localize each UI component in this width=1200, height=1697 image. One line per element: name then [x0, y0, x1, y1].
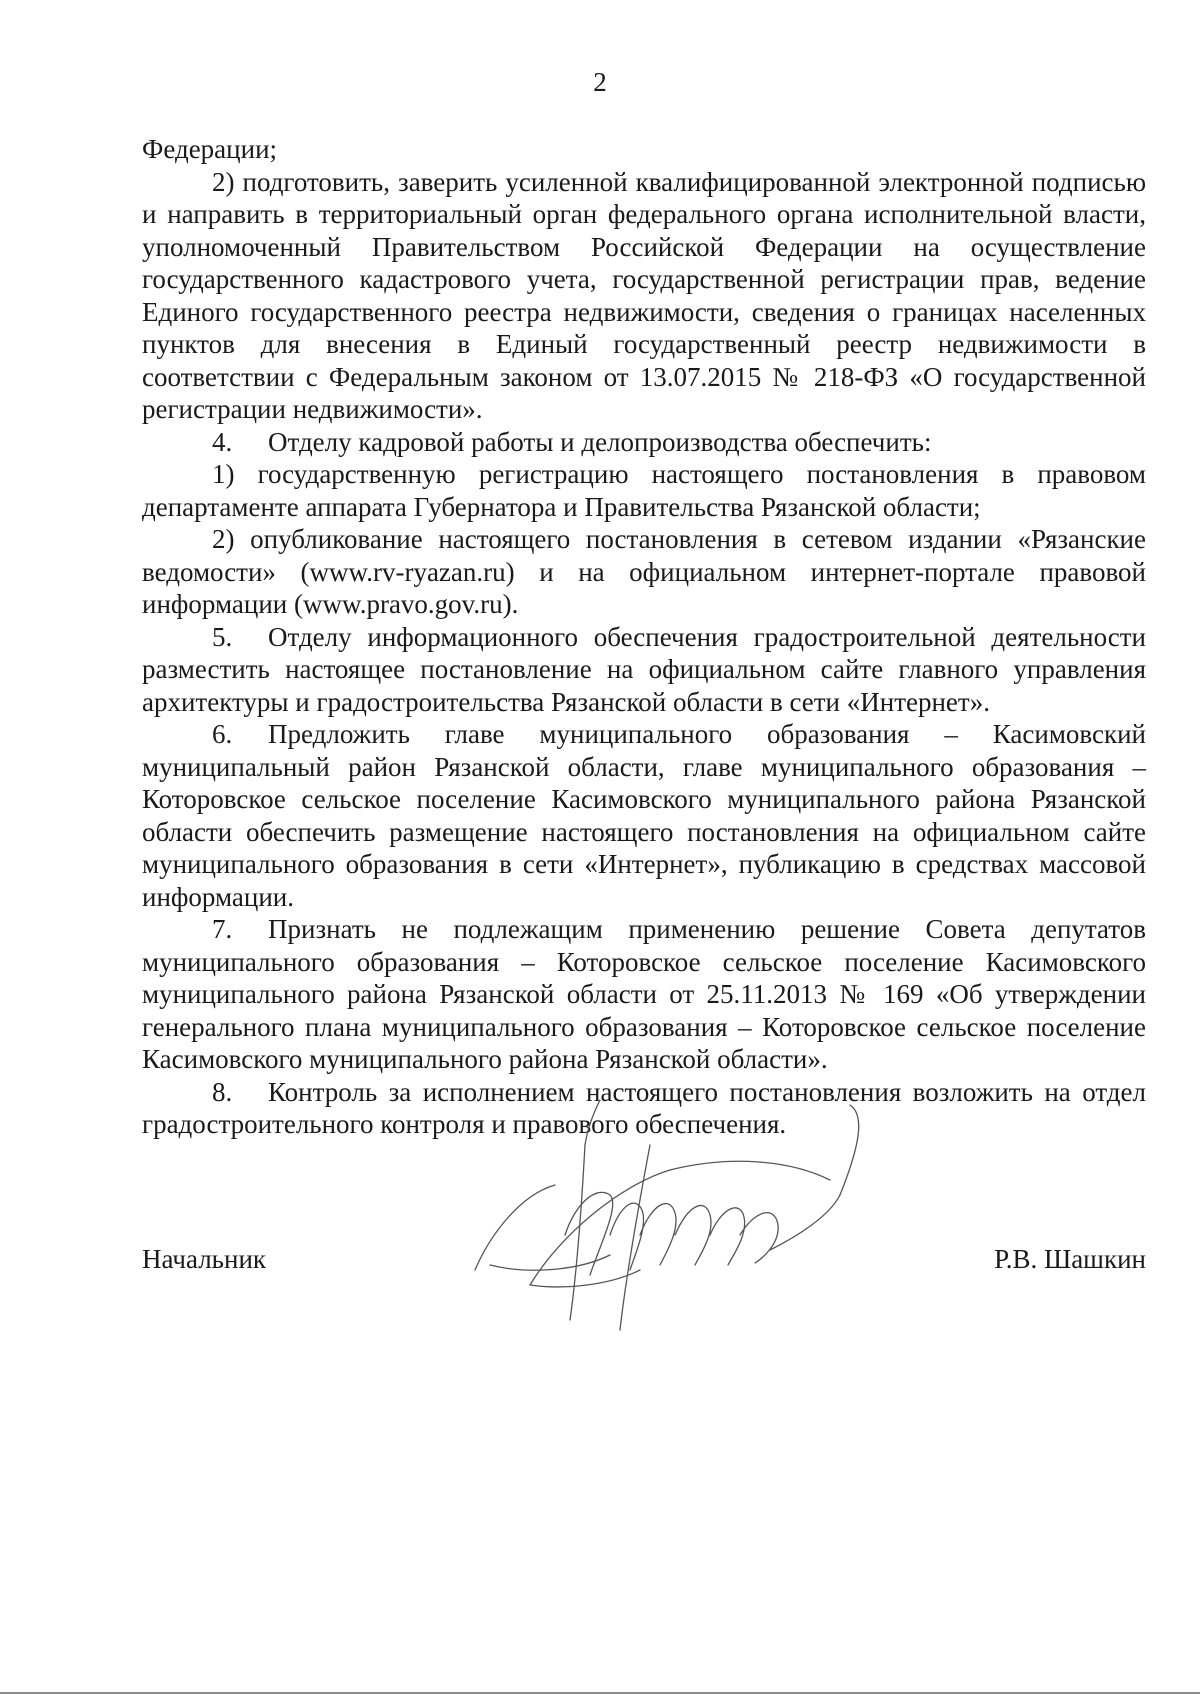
scan-edge-line — [0, 1692, 1200, 1694]
paragraph — [142, 133, 1146, 166]
paragraph-text: 1) государственную регистрацию настоящего постановления в правовом департаменте аппарата Губернатора и Правительства Рязанской области; — [142, 459, 1146, 522]
handwritten-signature — [470, 1085, 930, 1345]
position-title: Начальник — [142, 1244, 267, 1274]
paragraph-text: 2) опубликование настоящего постановления в сетевом издании «Рязанские ведомости» (www.rv-ryazan.ru) и на официальном интернет-портале правовой информации (www.pravo.gov.ru). — [142, 524, 1146, 619]
paragraph-text: 2) подготовить, заверить усиленной квалифицированной электронной подписью и направить в территориальный орган федерального органа исполнительной власти, уполномоченный Правительством Российской Федерации на осуществление государственного кадастрового учета, государственной регистрации прав, ведение Единого государственного реестра недвижимости, сведения о границах населенных пунктов для внесения в Единый государственный реестр недвижимости в соответствии с Федеральным законом от 13.07.2015 № 218-ФЗ «О государственной регистрации недвижимости». — [142, 166, 1146, 424]
signer-name: Р.В. Шашкин — [994, 1244, 1146, 1274]
paragraph-text: Контроль за исполнением настоящего постановления возложить на отдел градостроительного контроля и правового обеспечения. — [142, 1076, 1146, 1139]
paragraph-number: 6. — [212, 719, 233, 749]
paragraph-number: 7. — [212, 914, 233, 944]
paragraph-text: Признать не подлежащим применению решение Совета депутатов муниципального образования – Которовское сельское поселение Касимовского муниципального района Рязанской области от 25.11.2013 № 169 «Об утверждении генерального плана муниципального образования – Которовское сельское поселение Касимовского муниципального района Рязанской области». — [142, 914, 1146, 1074]
page-number: 2 — [593, 67, 607, 97]
paragraph — [142, 166, 1146, 426]
paragraph-number: 4. — [212, 426, 233, 457]
paragraph-text: Отделу кадровой работы и делопроизводства обеспечить: — [268, 426, 932, 457]
paragraph-text: Федерации; — [142, 134, 278, 164]
paragraph-text: Предложить главе муниципального образования – Касимовский муниципальный район Рязанской области, главе муниципального образования – Которовское сельское поселение Касимовского муниципального района Рязанской области обеспечить размещение настоящего постановления на официальном сайте муниципального образования в сети «Интернет», публикацию в средствах массовой информации. — [142, 719, 1146, 912]
paragraph — [142, 621, 1146, 719]
signature-block — [142, 1243, 1146, 1283]
body-text — [142, 133, 1146, 1141]
paragraph — [142, 426, 1146, 459]
paragraph-number: 5. — [212, 621, 233, 652]
paragraph — [142, 718, 1146, 913]
paragraph — [142, 458, 1146, 523]
paragraph — [142, 523, 1146, 621]
paragraph — [142, 913, 1146, 1076]
paragraph-text: Отделу информационного обеспечения градостроительной деятельности разместить настоящее постановление на официальном сайте главного управления архитектуры и градостроительства Рязанской области в сети «Интернет». — [142, 621, 1146, 717]
paragraph-number: 8. — [212, 1076, 233, 1107]
